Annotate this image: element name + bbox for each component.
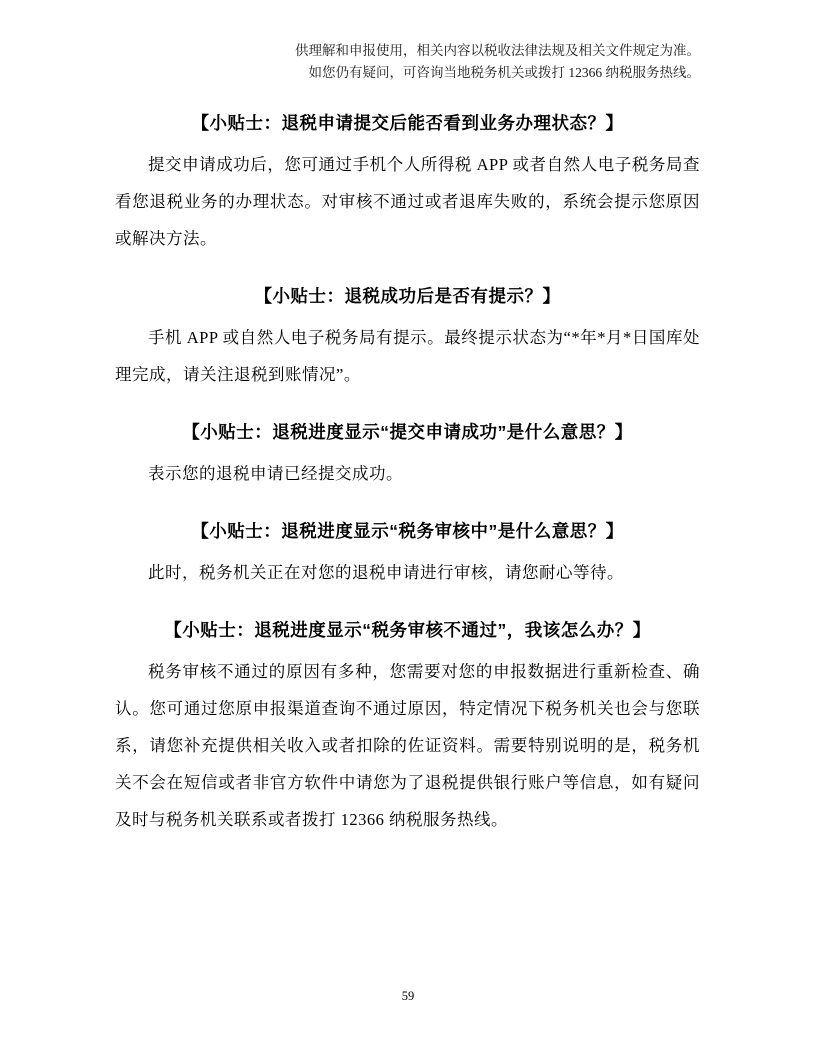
- section-heading: 【小贴士：退税进度显示“提交申请成功”是什么意思？】: [182, 422, 633, 442]
- section-body: 表示您的退税申请已经提交成功。: [148, 464, 403, 483]
- section-heading: 【小贴士：退税进度显示“税务审核中”是什么意思？】: [191, 521, 624, 541]
- section-heading: 【小贴士：退税申请提交后能否看到业务办理状态？】: [191, 113, 624, 133]
- section-submitted-meaning: [115, 420, 700, 492]
- page-content: [115, 0, 700, 838]
- section-body: 此时，税务机关正在对您的退税申请进行审核，请您耐心等待。: [148, 563, 624, 582]
- page-number: 59: [401, 989, 415, 1003]
- section-body: 税务审核不通过的原因有多种，您需要对您的申报数据进行重新检查、确认。您可通过您原申报渠道查询不通过原因，特定情况下税务机关也会与您联系，请您补充提供相关收入或者扣除的佐证资料。需要特别说明的是，税务机关不会在短信或者非官方软件中请您为了退税提供银行账户等信息，如有疑问及时与税务机关联系或者拨打 12366 纳税服务热线。: [115, 662, 700, 829]
- section-heading: 【小贴士：退税进度显示“税务审核不通过”，我该怎么办？】: [164, 620, 651, 640]
- section-body: 手机 APP 或自然人电子税务局有提示。最终提示状态为“*年*月*日国库处理完成，请关注退税到账情况”。: [115, 328, 700, 384]
- section-under-review-meaning: [115, 519, 700, 591]
- section-review-rejected: [115, 618, 700, 838]
- section-refund-success-prompt: [115, 284, 700, 393]
- section-heading: 【小贴士：退税成功后是否有提示？】: [254, 286, 561, 306]
- header-notice-line-1: 供理解和申报使用，相关内容以税收法律法规及相关文件规定为准。: [295, 43, 700, 58]
- header-notice-line-2: 如您仍有疑问，可咨询当地税务机关或拨打 12366 纳税服务热线。: [308, 65, 700, 80]
- header-notice: [115, 0, 700, 84]
- section-body: 提交申请成功后，您可通过手机个人所得税 APP 或者自然人电子税务局查看您退税业务的办理状态。对审核不通过或者退库失败的，系统会提示您原因或解决方法。: [115, 155, 700, 248]
- section-refund-status: [115, 111, 700, 257]
